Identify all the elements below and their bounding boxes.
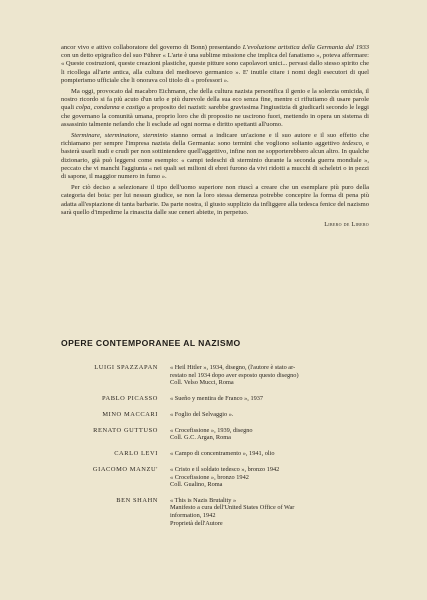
description-line: Coll. G.C. Argan, Roma	[170, 434, 231, 442]
section-title: OPERE CONTEMPORANEE AL NAZISMO	[61, 338, 241, 348]
description-line: restato nel 1934 dopo aver esposto questo disegno)	[170, 371, 299, 379]
italic-phrase: L'evoluzione artistica della Germania dal 1933	[242, 44, 369, 51]
text-run: ancor vivo e attivo collaboratore del governo di Bonn) presentando	[61, 44, 243, 51]
description-line: « Crocefissione », 1939, disegno	[170, 426, 253, 434]
italic-phrase: tedesco	[342, 140, 362, 148]
description-line: « Foglio del Selvaggio ».	[170, 410, 234, 418]
description-line: Manifesto a cura dell'United States Office of War	[170, 504, 295, 512]
essay-paragraph	[61, 44, 369, 85]
work-entry	[40, 466, 380, 489]
essay-paragraph	[61, 184, 369, 217]
artist-name: GIACOMO MANZU'	[92, 465, 158, 473]
artist-name: PABLO PICASSO	[101, 394, 158, 402]
text-run: , e basterà usarli nudi e crudi per non sottintendere quell'aggettivo, infine non ne sopporterebbero alcun altro. In qualche dizionario, già può leggersi come esempio: « campi tedeschi di sterminio durante la seconda guerra mondiale », peccato che vi manchi l'aggiunta « nei quali sei milioni di ebrei furono da vivi ridotti a mucchi di scheletri o in pezzi di sapone, il maggior numero in fumo ».	[61, 140, 369, 181]
description-line: « Crocefissione », bronzo 1942	[170, 473, 249, 481]
text-run: Per ciò deciso a selezionare il tipo dell'uomo superiore non riuscì a creare che un esemplare più puro della categoria dei boia: per lui nessun giudice, se non la loro stessa demenza potrebbe concepire la forma di pena più adatta all'espiazione di tanta barbarie. Da parte nostra, il giusto supplizio da infliggere alla tedesca fenice del nazismo sarà quello d'impedirne la rinascita dalle sue ceneri abiette, in perpetuo.	[61, 184, 369, 216]
essay-paragraph	[61, 88, 369, 129]
italic-phrase: colpa, condanna	[75, 104, 120, 112]
text-run: con un detto epigrafico del suo Führer « L'arte è una sublime missione che implica del fanatismo », poteva affermare: « Queste costruzioni, queste creazioni plastiche, queste pitture sono capolavori unici... pervasi dallo stesso spirito che li ricollega all'arte antica, alla cultura del medioevo germanico ». E' inutile citare i nomi degli esecutori di quel pompierismo ufficiale che li onorava col titolo di « professori ».	[61, 52, 369, 84]
work-description	[170, 395, 380, 403]
work-entry	[40, 411, 380, 419]
artist-name: LUIGI SPAZZAPAN	[94, 364, 158, 371]
work-description	[170, 450, 380, 458]
description-line: « Campo di concentramento », 1941, olio	[170, 449, 275, 457]
description-line: Coll. Gualino, Roma	[170, 481, 223, 489]
work-entry	[40, 450, 380, 458]
text-run: Ma oggi, provocato dal macabro Eichmann, che della cultura nazista personifica il genio e la solerzia omicida, il nostro ricordo si fa più acuto d'un urlo e più durevole della sua eco senza fine, mentre ci rifiutiamo di usare parole quali	[61, 88, 369, 112]
essay-paragraph	[61, 132, 369, 181]
work-entry	[40, 427, 380, 442]
text-run: a proposito dei nazisti: sarebbe gravissima l'ingiustizia di giudicarli secondo le leggi che governano la comunità umana, proprio loro che di proposito ne uscirono fuori, mettendo in opera un sistema di assassinio talmente nefando che li esclude ad ogni norma e diritto spettanti all'uomo.	[61, 104, 369, 128]
essay-text	[61, 44, 369, 228]
artist-name: RENATO GUTTUSO	[93, 426, 158, 434]
work-entry	[40, 364, 380, 387]
text-run: e	[119, 104, 127, 112]
description-line: Proprietà dell'Autore	[170, 519, 223, 527]
essay-paragraphs	[61, 44, 369, 217]
author-signature: Libero de Libero	[324, 221, 369, 229]
description-line: « Heil Hitler », 1934, disegno, (l'autore è stato ar-	[170, 364, 296, 371]
works-list	[40, 364, 380, 535]
work-description	[170, 497, 380, 527]
description-line: « Cristo e il soldato tedesco », bronzo 1942	[170, 465, 280, 473]
description-line: « Sueño y mentira de Franco », 1937	[170, 394, 264, 402]
artist-name: BEN SHAHN	[116, 496, 158, 504]
description-line: Coll. Velso Mucci, Roma	[170, 379, 234, 387]
work-entry	[40, 497, 380, 527]
italic-phrase: castigo	[126, 104, 146, 112]
description-line: information, 1942	[170, 511, 216, 519]
work-description	[170, 411, 380, 419]
description-line: « This is Nazis Brutality »	[170, 496, 237, 504]
work-description	[170, 466, 380, 489]
work-description	[170, 364, 380, 387]
work-description	[170, 427, 380, 442]
artist-name: CARLO LEVI	[114, 449, 158, 457]
artist-name: MINO MACCARI	[102, 410, 158, 418]
work-entry	[40, 395, 380, 403]
text-run: stanno ormai a indicare un'azione e il suo autore e il suo effetto che richiamano per sempre l'impresa nazista della Germania: sono termini che vogliono soltanto aggettivo	[61, 132, 369, 148]
italic-phrase: Sterminare, sterminatore, sterminio	[71, 132, 168, 140]
